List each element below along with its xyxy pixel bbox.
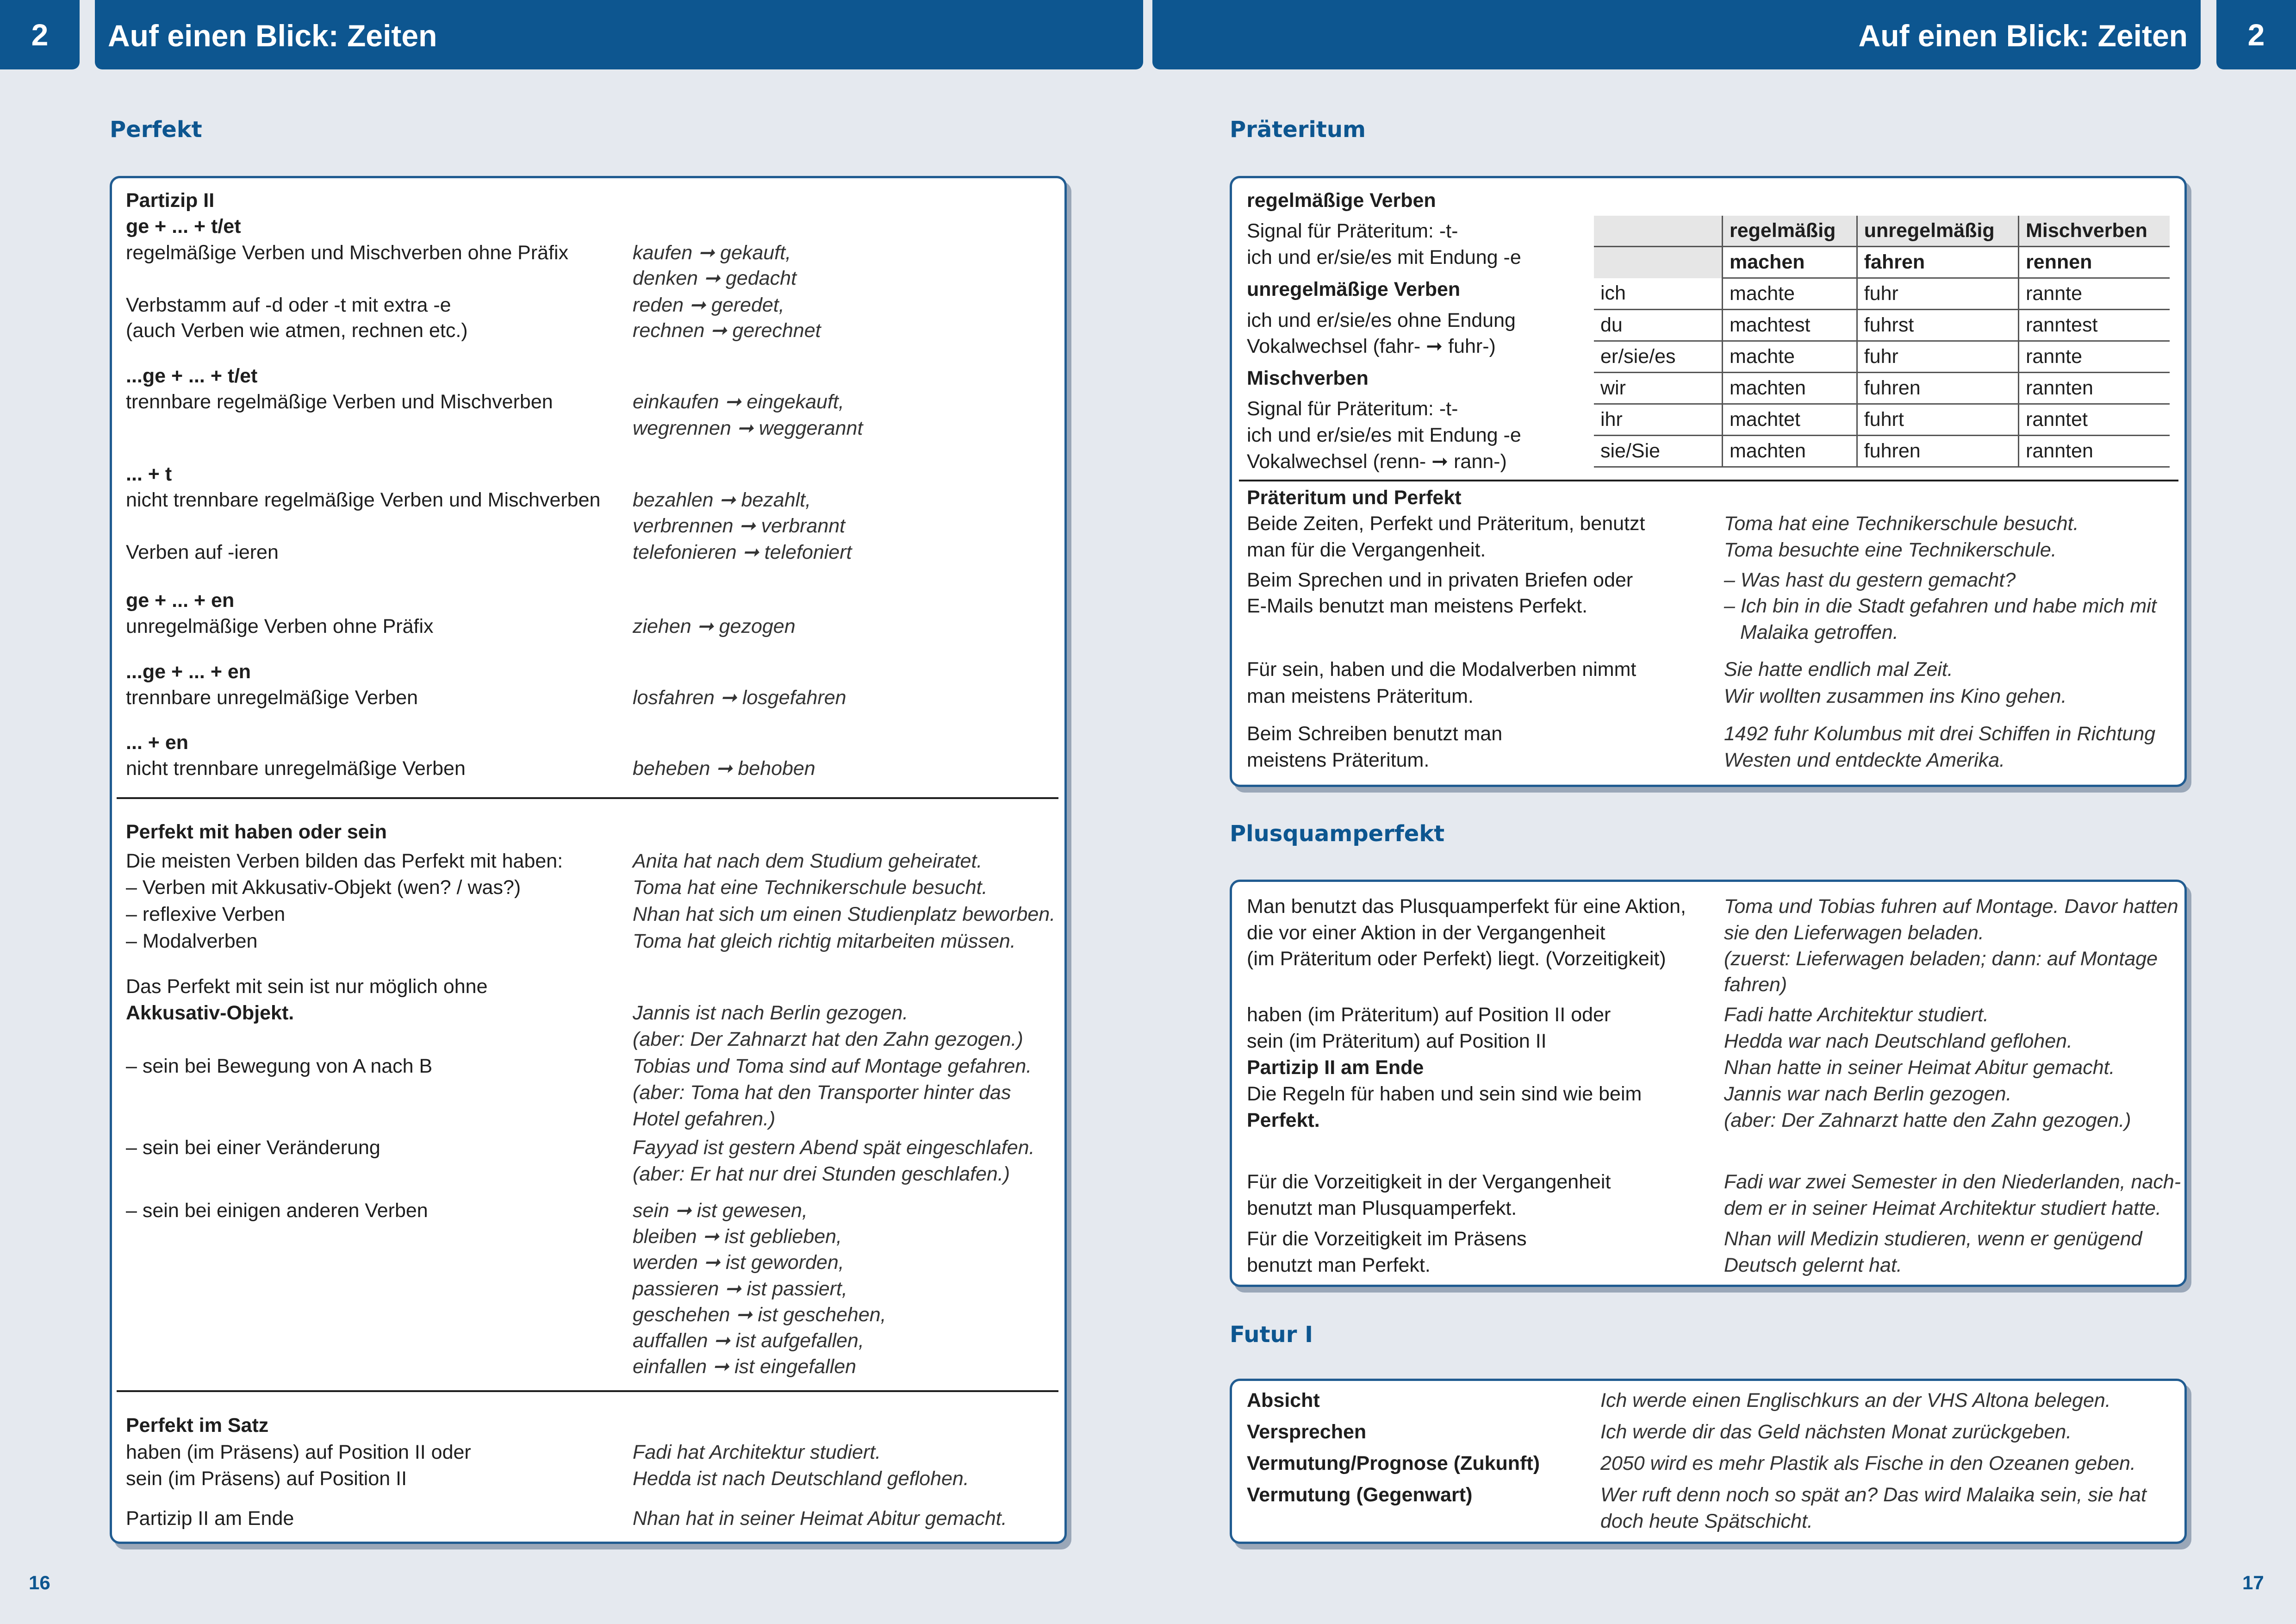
praet-line-4: unregelmäßige Verben — [1247, 278, 1461, 300]
futur-label-3: Vermutung/Prognose (Zukunft) — [1247, 1452, 1540, 1474]
section-title-plusquamperfekt: Plusquamperfekt — [1230, 821, 1445, 847]
pqp-example-13: Deutsch gelernt hat. — [1724, 1254, 1902, 1276]
haben-sein-line-7: – sein bei Bewegung von A nach B — [126, 1055, 433, 1077]
pqp-example-3: (zuerst: Lieferwagen beladen; dann: auf Montage — [1724, 948, 2158, 970]
partizip-form-7: ...ge + ... + en — [126, 661, 251, 683]
praet-line-3: ich und er/sie/es mit Endung -e — [1247, 246, 1521, 269]
vs-line-3: Beim Sprechen und in privaten Briefen oder — [1247, 569, 1633, 591]
satz-line-2: sein (im Präsens) auf Position II — [126, 1468, 407, 1490]
partizip-example-5: telefonieren ➞ telefoniert — [633, 541, 852, 563]
table-cell: ranntet — [2019, 404, 2170, 436]
sein-verb-2: bleiben ➞ ist geblieben, — [633, 1225, 842, 1248]
pqp-line-12: benutzt man Perfekt. — [1247, 1254, 1431, 1276]
sein-verb-1: sein ➞ ist gewesen, — [633, 1199, 808, 1222]
praet-line-1: regelmäßige Verben — [1247, 189, 1436, 212]
futur-label-1: Absicht — [1247, 1389, 1320, 1412]
divider — [117, 1390, 1058, 1392]
haben-sein-example-8: Fayyad ist gestern Abend spät eingeschlafen. — [633, 1137, 1035, 1159]
haben-sein-line-8: – sein bei einer Veränderung — [126, 1137, 380, 1159]
table-row — [1594, 247, 2170, 278]
pqp-example-8: Jannis war nach Berlin gezogen. — [1724, 1083, 2012, 1105]
vs-example-3: – Was hast du gestern gemacht? — [1724, 569, 2016, 591]
partizip-desc-4: nicht trennbare regelmäßige Verben und Mischverben — [126, 489, 601, 511]
table-cell: rannten — [2019, 436, 2170, 467]
futur-example-4-cont: doch heute Spätschicht. — [1600, 1510, 1813, 1532]
vs-example-9: Westen und entdeckte Amerika. — [1724, 749, 2005, 771]
praet-line-10: Vokalwechsel (renn- ➞ rann-) — [1247, 450, 1507, 473]
section-title-praeteritum: Präteritum — [1230, 117, 1366, 143]
page-title-left: Auf einen Blick: Zeiten — [95, 0, 1143, 69]
table-cell: fuhren — [1857, 436, 2018, 467]
haben-sein-line-6: Akkusativ-Objekt. — [126, 1002, 294, 1024]
partizip-desc-6: unregelmäßige Verben ohne Präfix — [126, 615, 434, 637]
haben-sein-line-2: – Verben mit Akkusativ-Objekt (wen? / was?) — [126, 876, 521, 899]
pqp-example-11: dem er in seiner Heimat Architektur studiert hatte. — [1724, 1197, 2161, 1219]
table-cell: machtest — [1723, 310, 1857, 341]
sein-verb-3: werden ➞ ist geworden, — [633, 1251, 844, 1274]
chapter-number-left: 2 — [0, 0, 80, 69]
vs-line-4: E-Mails benutzt man meistens Perfekt. — [1247, 595, 1588, 617]
pqp-example-12: Nhan will Medizin studieren, wenn er genügend — [1724, 1228, 2142, 1250]
pqp-example-7: Nhan hatte in seiner Heimat Abitur gemacht. — [1724, 1056, 2115, 1079]
praet-line-2: Signal für Präteritum: -t- — [1247, 220, 1458, 242]
pqp-line-10: benutzt man Plusquamperfekt. — [1247, 1197, 1517, 1219]
vs-line-5: Für sein, haben und die Modalverben nimmt — [1247, 658, 1636, 681]
table-cell: machtet — [1723, 404, 1857, 436]
partizip-example-7: losfahren ➞ losgefahren — [633, 687, 846, 709]
table-cell: rannten — [2019, 373, 2170, 404]
pqp-example-2: sie den Lieferwagen beladen. — [1724, 922, 1984, 944]
satz-heading: Perfekt im Satz — [126, 1414, 269, 1437]
chapter-number-right: 2 — [2216, 0, 2296, 69]
table-cell: ranntest — [2019, 310, 2170, 341]
table-cell: ihr — [1594, 404, 1723, 436]
praet-line-9: ich und er/sie/es mit Endung -e — [1247, 424, 1521, 446]
pqp-line-8: Perfekt. — [1247, 1109, 1320, 1131]
table-header-empty — [1594, 216, 1723, 247]
satz-example-3: Nhan hat in seiner Heimat Abitur gemacht. — [633, 1507, 1007, 1530]
table-cell: er/sie/es — [1594, 341, 1723, 373]
partizip-form-8: ... + en — [126, 731, 189, 754]
haben-sein-example-7c: Hotel gefahren.) — [633, 1108, 776, 1130]
partizip-example-6: ziehen ➞ gezogen — [633, 615, 796, 637]
partizip-example-4a: bezahlen ➞ bezahlt, — [633, 489, 811, 511]
sein-verb-6: auffallen ➞ ist aufgefallen, — [633, 1330, 864, 1352]
pqp-line-9: Für die Vorzeitigkeit in der Vergangenheit — [1247, 1171, 1611, 1193]
partizip-desc-7: trennbare unregelmäßige Verben — [126, 687, 418, 709]
satz-example-1: Fadi hat Architektur studiert. — [633, 1441, 881, 1463]
section-title-perfekt: Perfekt — [110, 117, 202, 143]
vs-heading: Präteritum und Perfekt — [1247, 487, 1462, 509]
partizip-example-3a: einkaufen ➞ eingekauft, — [633, 391, 844, 413]
vs-example-2: Toma besuchte eine Technikerschule. — [1724, 539, 2057, 561]
praet-line-5: ich und er/sie/es ohne Endung — [1247, 309, 1516, 331]
partizip-example-2a: reden ➞ geredet, — [633, 294, 784, 316]
pqp-example-1: Toma und Tobias fuhren auf Montage. Davor hatten — [1724, 895, 2178, 918]
table-row — [1594, 278, 2170, 310]
praet-line-8: Signal für Präteritum: -t- — [1247, 398, 1458, 420]
page-title-right: Auf einen Blick: Zeiten — [1152, 0, 2201, 69]
pqp-line-1: Man benutzt das Plusquamperfekt für eine Aktion, — [1247, 895, 1686, 918]
praet-line-6: Vokalwechsel (fahr- ➞ fuhr-) — [1247, 335, 1496, 357]
haben-sein-example-3: Nhan hat sich um einen Studienplatz beworben. — [633, 903, 1056, 925]
table-cell: machte — [1723, 278, 1857, 310]
table-row — [1594, 310, 2170, 341]
pqp-line-6: Partizip II am Ende — [1247, 1056, 1424, 1079]
futur-example-3: 2050 wird es mehr Plastik als Fische in den Ozeanen geben. — [1600, 1452, 2136, 1474]
table-header: regelmäßig — [1723, 216, 1857, 247]
table-cell: machen — [1723, 247, 1857, 278]
partizip-desc-1: regelmäßige Verben und Mischverben ohne Präfix — [126, 242, 569, 264]
haben-sein-line-5: Das Perfekt mit sein ist nur möglich ohne — [126, 975, 488, 998]
table-row — [1594, 436, 2170, 467]
haben-sein-example-2: Toma hat eine Technikerschule besucht. — [633, 876, 988, 899]
partizip-desc-2b: (auch Verben wie atmen, rechnen etc.) — [126, 319, 468, 342]
table-cell: fuhr — [1857, 278, 2018, 310]
futur-example-2: Ich werde dir das Geld nächsten Monat zurückgeben. — [1600, 1421, 2072, 1443]
page-number-left: 16 — [29, 1572, 50, 1593]
haben-sein-example-7: Tobias und Toma sind auf Montage gefahren. — [633, 1055, 1032, 1077]
partizip-example-1a: kaufen ➞ gekauft, — [633, 242, 791, 264]
table-header: unregelmäßig — [1857, 216, 2018, 247]
table-cell: fahren — [1857, 247, 2018, 278]
haben-sein-example-6: Jannis ist nach Berlin gezogen. — [633, 1002, 908, 1024]
table-row — [1594, 404, 2170, 436]
pqp-line-11: Für die Vorzeitigkeit im Präsens — [1247, 1228, 1527, 1250]
vs-line-7: Beim Schreiben benutzt man — [1247, 723, 1503, 745]
vs-line-2: man für die Vergangenheit. — [1247, 539, 1486, 561]
table-cell: machten — [1723, 436, 1857, 467]
haben-sein-example-6b: (aber: Der Zahnarzt hat den Zahn gezogen.) — [633, 1028, 1023, 1050]
futur-example-1: Ich werde einen Englischkurs an der VHS Altona belegen. — [1600, 1389, 2111, 1412]
table-cell: ich — [1594, 278, 1723, 310]
futur-label-2: Versprechen — [1247, 1421, 1367, 1443]
haben-sein-line-3: – reflexive Verben — [126, 903, 286, 925]
haben-sein-line-9: – sein bei einigen anderen Verben — [126, 1199, 428, 1222]
haben-sein-line-1: Die meisten Verben bilden das Perfekt mit haben: — [126, 850, 563, 872]
partizip-desc-8: nicht trennbare unregelmäßige Verben — [126, 757, 466, 780]
sein-verb-4: passieren ➞ ist passiert, — [633, 1278, 847, 1300]
vs-example-5: Malaika getroffen. — [1740, 621, 1898, 643]
table-header: Mischverben — [2019, 216, 2170, 247]
haben-sein-example-8b: (aber: Er hat nur drei Stunden geschlafen.) — [633, 1163, 1010, 1185]
partizip-desc-2a: Verbstamm auf -d oder -t mit extra -e — [126, 294, 451, 316]
partizip-example-1b: denken ➞ gedacht — [633, 267, 797, 289]
satz-line-1: haben (im Präsens) auf Position II oder — [126, 1441, 471, 1463]
haben-sein-example-4: Toma hat gleich richtig mitarbeiten müssen. — [633, 930, 1016, 952]
partizip-form-4: ... + t — [126, 463, 172, 485]
vs-example-4: – Ich bin in die Stadt gefahren und habe mich mit — [1724, 595, 2157, 617]
table-row — [1594, 341, 2170, 373]
vs-line-1: Beide Zeiten, Perfekt und Präteritum, benutzt — [1247, 512, 1645, 535]
divider — [117, 797, 1058, 799]
pqp-line-4: haben (im Präteritum) auf Position II oder — [1247, 1004, 1611, 1026]
table-cell-empty — [1594, 247, 1723, 278]
haben-sein-example-1: Anita hat nach dem Studium geheiratet. — [633, 850, 983, 872]
table-cell: fuhrt — [1857, 404, 2018, 436]
partizip-form-3: ...ge + ... + t/et — [126, 365, 258, 387]
table-header-row — [1594, 216, 2170, 247]
divider — [1239, 480, 2178, 481]
sein-verb-5: geschehen ➞ ist geschehen, — [633, 1304, 886, 1326]
partizip-example-2b: rechnen ➞ gerechnet — [633, 319, 821, 342]
partizip-desc-5: Verben auf -ieren — [126, 541, 279, 563]
table-cell: fuhrst — [1857, 310, 2018, 341]
table-cell: rennen — [2019, 247, 2170, 278]
futur-example-4: Wer ruft denn noch so spät an? Das wird Malaika sein, sie hat — [1600, 1484, 2147, 1506]
table-cell: machten — [1723, 373, 1857, 404]
haben-sein-line-4: – Modalverben — [126, 930, 258, 952]
table-cell: machte — [1723, 341, 1857, 373]
satz-line-3: Partizip II am Ende — [126, 1507, 294, 1530]
section-title-futur: Futur I — [1230, 1322, 1313, 1348]
sein-verb-7: einfallen ➞ ist eingefallen — [633, 1355, 857, 1378]
pqp-line-3: (im Präteritum oder Perfekt) liegt. (Vorzeitigkeit) — [1247, 948, 1666, 970]
table-cell: rannte — [2019, 341, 2170, 373]
praet-line-7: Mischverben — [1247, 367, 1369, 389]
table-row — [1594, 373, 2170, 404]
table-cell: sie/Sie — [1594, 436, 1723, 467]
pqp-example-6: Hedda war nach Deutschland geflohen. — [1724, 1030, 2073, 1052]
pqp-example-9: (aber: Der Zahnarzt hatte den Zahn gezogen.) — [1724, 1109, 2131, 1131]
pqp-line-2: die vor einer Aktion in der Vergangenheit — [1247, 922, 1605, 944]
table-cell: fuhren — [1857, 373, 2018, 404]
haben-sein-example-7b: (aber: Toma hat den Transporter hinter das — [633, 1081, 1011, 1104]
page-number-right: 17 — [2242, 1572, 2264, 1593]
partizip-example-3b: wegrennen ➞ weggerannt — [633, 417, 863, 439]
haben-sein-heading: Perfekt mit haben oder sein — [126, 821, 387, 843]
conjugation-table — [1594, 216, 2170, 468]
pqp-line-7: Die Regeln für haben und sein sind wie beim — [1247, 1083, 1642, 1105]
vs-line-6: man meistens Präteritum. — [1247, 685, 1474, 707]
partizip-form-6: ge + ... + en — [126, 589, 235, 612]
table-cell: fuhr — [1857, 341, 2018, 373]
pqp-example-4: fahren) — [1724, 974, 1787, 996]
vs-example-6: Sie hatte endlich mal Zeit. — [1724, 658, 1953, 681]
vs-example-8: 1492 fuhr Kolumbus mit drei Schiffen in Richtung — [1724, 723, 2156, 745]
partizip-example-8: beheben ➞ behoben — [633, 757, 815, 780]
table-cell: rannte — [2019, 278, 2170, 310]
pqp-example-5: Fadi hatte Architektur studiert. — [1724, 1004, 1989, 1026]
futur-label-4: Vermutung (Gegenwart) — [1247, 1484, 1473, 1506]
partizip-form-1: ge + ... + t/et — [126, 215, 241, 237]
partizip-heading: Partizip II — [126, 189, 215, 212]
partizip-desc-3: trennbare regelmäßige Verben und Mischverben — [126, 391, 553, 413]
partizip-example-4b: verbrennen ➞ verbrannt — [633, 515, 846, 537]
pqp-example-10: Fadi war zwei Semester in den Niederlanden, nach- — [1724, 1171, 2181, 1193]
vs-line-8: meistens Präteritum. — [1247, 749, 1430, 771]
vs-example-7: Wir wollten zusammen ins Kino gehen. — [1724, 685, 2067, 707]
pqp-line-5: sein (im Präteritum) auf Position II — [1247, 1030, 1547, 1052]
table-cell: wir — [1594, 373, 1723, 404]
satz-example-2: Hedda ist nach Deutschland geflohen. — [633, 1468, 969, 1490]
vs-example-1: Toma hat eine Technikerschule besucht. — [1724, 512, 2079, 535]
table-cell: du — [1594, 310, 1723, 341]
